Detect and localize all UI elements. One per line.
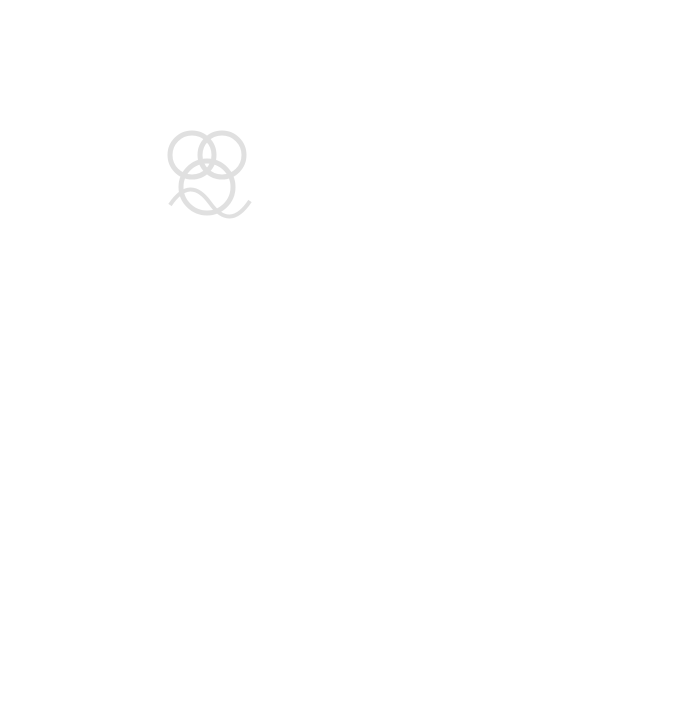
deq-seal-watermark <box>150 115 265 275</box>
seal-icon <box>150 115 265 230</box>
footer-watermark-row <box>0 702 697 715</box>
